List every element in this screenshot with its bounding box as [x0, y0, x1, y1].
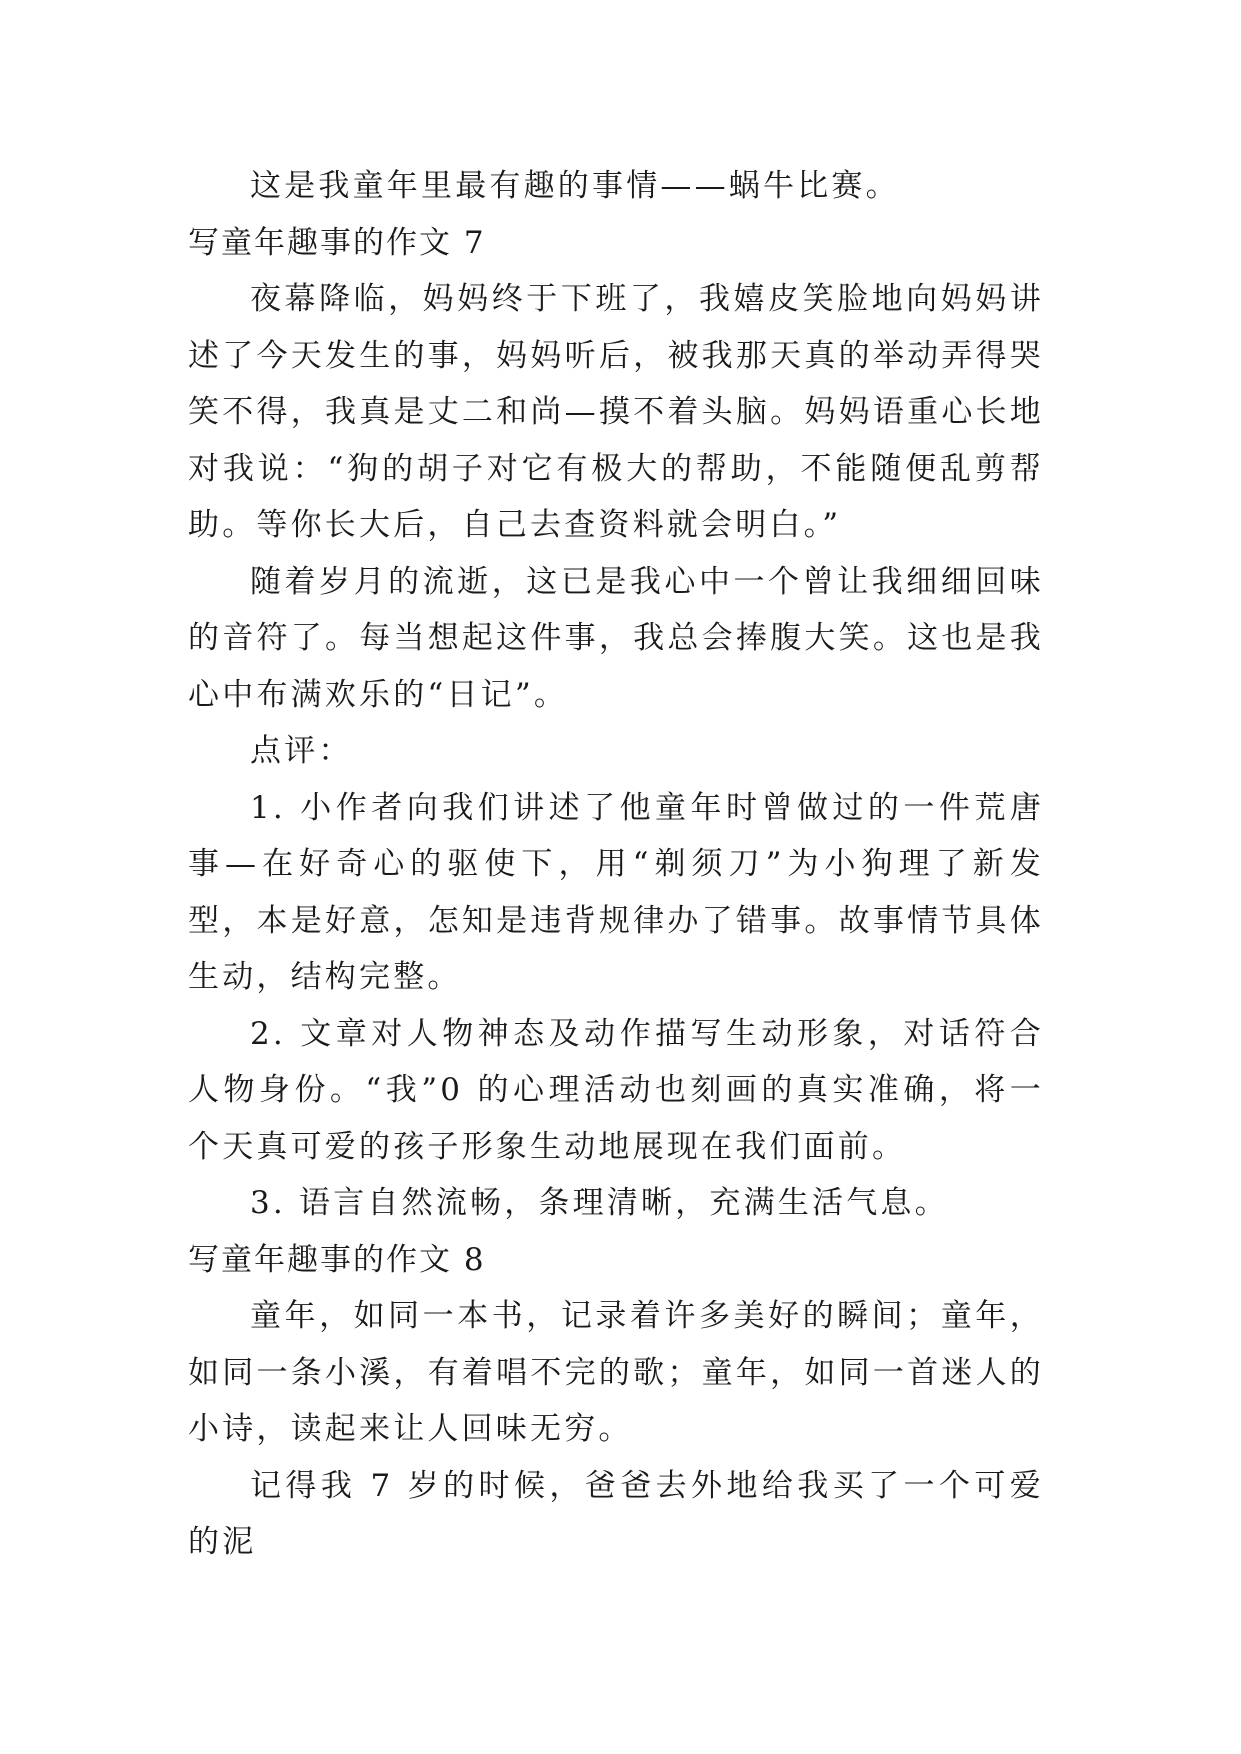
paragraph: 童年，如同一本书，记录着许多美好的瞬间；童年，如同一条小溪，有着唱不完的歌；童年，如同一首迷人的小诗，读起来让人回味无穷。 — [188, 1298, 1044, 1447]
section-heading: 写童年趣事的作文 7 — [188, 224, 486, 261]
document-body — [188, 158, 1044, 1571]
comment-item: 2. 文章对人物神态及动作描写生动形象，对话符合人物身份。“我”0 的心理活动也刻画的真实准确，将一个天真可爱的孩子形象生动地展现在我们面前。 — [188, 1015, 1044, 1165]
section-heading: 写童年趣事的作文 8 — [188, 1241, 486, 1278]
comment-item: 3. 语言自然流畅，条理清晰，充满生活气息。 — [250, 1185, 949, 1221]
comment-label: 点评： — [250, 733, 353, 769]
comment-item: 1. 小作者向我们讲述了他童年时曾做过的一件荒唐事—在好奇心的驱使下，用“剃须刀”为小狗理了新发型，本是好意，怎知是违背规律办了错事。故事情节具体生动，结构完整。 — [188, 789, 1044, 995]
paragraph: 随着岁月的流逝，这已是我心中一个曾让我细细回味的音符了。每当想起这件事，我总会捧腹大笑。这也是我心中布满欢乐的“日记”。 — [188, 563, 1044, 713]
paragraph: 夜幕降临，妈妈终于下班了，我嬉皮笑脸地向妈妈讲述了今天发生的事，妈妈听后，被我那天真的举动弄得哭笑不得，我真是丈二和尚—摸不着头脑。妈妈语重心长地对我说：“狗的胡子对它有极大的帮助，不能随便乱剪帮助。等你长大后，自己去查资料就会明白。” — [188, 281, 1044, 543]
paragraph: 记得我 7 岁的时候，爸爸去外地给我买了一个可爱的泥 — [188, 1467, 1044, 1560]
paragraph: 这是我童年里最有趣的事情——蜗牛比赛。 — [250, 168, 900, 204]
